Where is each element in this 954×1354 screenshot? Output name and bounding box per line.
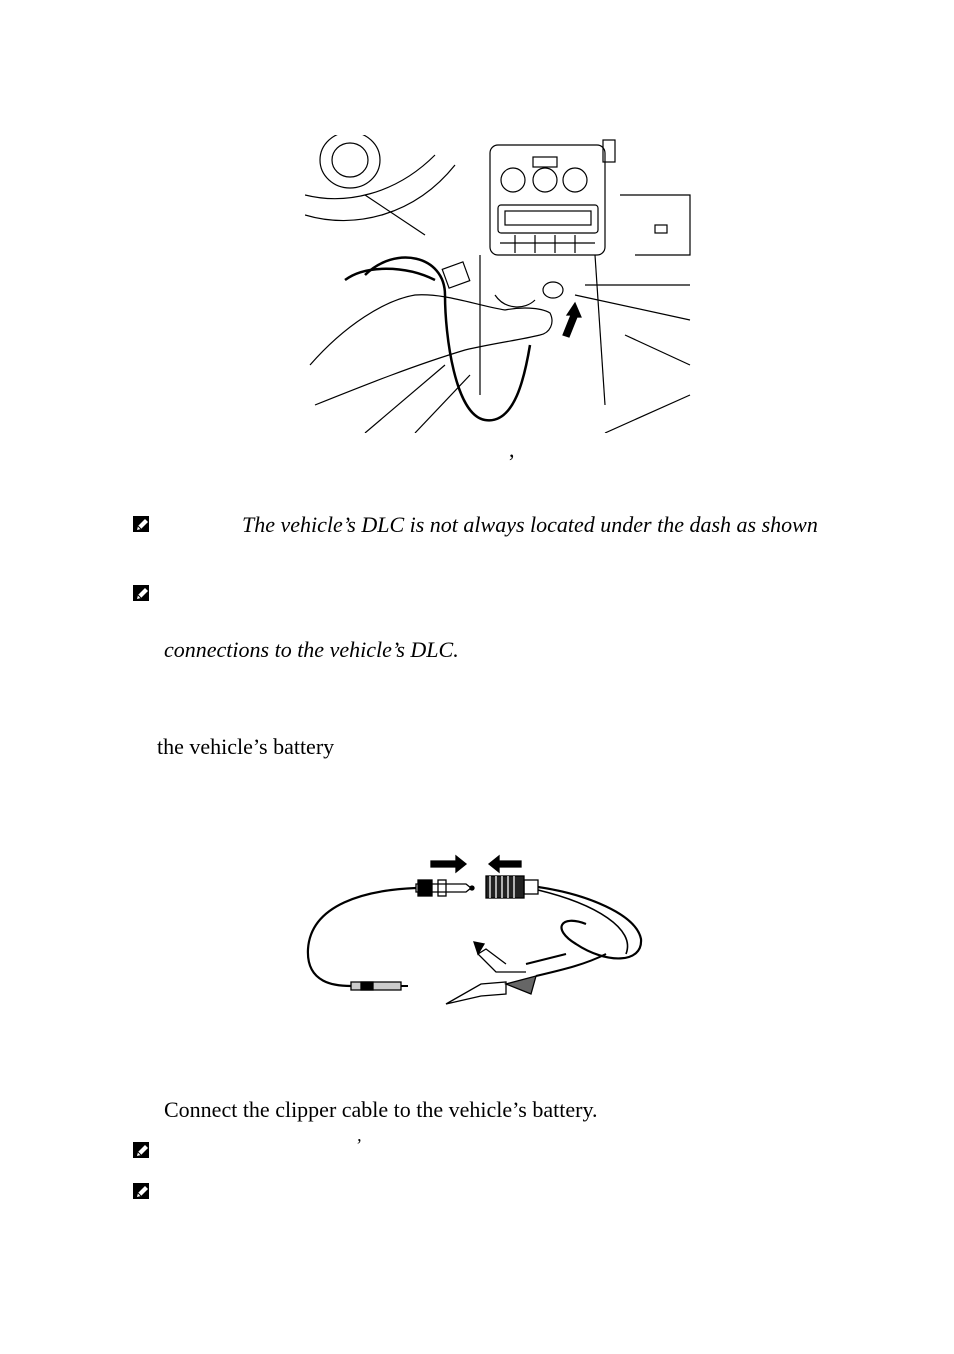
pencil-note-icon	[132, 1141, 152, 1161]
figure-caption-mark: ,	[509, 437, 515, 462]
pencil-note-icon	[132, 515, 152, 535]
note-apostrophe-mark: ’	[355, 1135, 361, 1155]
pencil-note-icon	[132, 1182, 152, 1202]
connect-clipper-step-text: Connect the clipper cable to the vehicle’s battery.	[164, 1097, 598, 1122]
battery-section-text: the vehicle’s battery	[157, 734, 335, 759]
pencil-note-icon	[132, 584, 152, 604]
note-dlc-connections-text: connections to the vehicle’s DLC.	[164, 637, 459, 662]
clipper-cable-figure	[306, 854, 643, 1010]
note-dlc-location-text: The vehicle’s DLC is not always located under the dash as shown	[242, 512, 818, 537]
dlc-connection-figure	[305, 135, 691, 433]
